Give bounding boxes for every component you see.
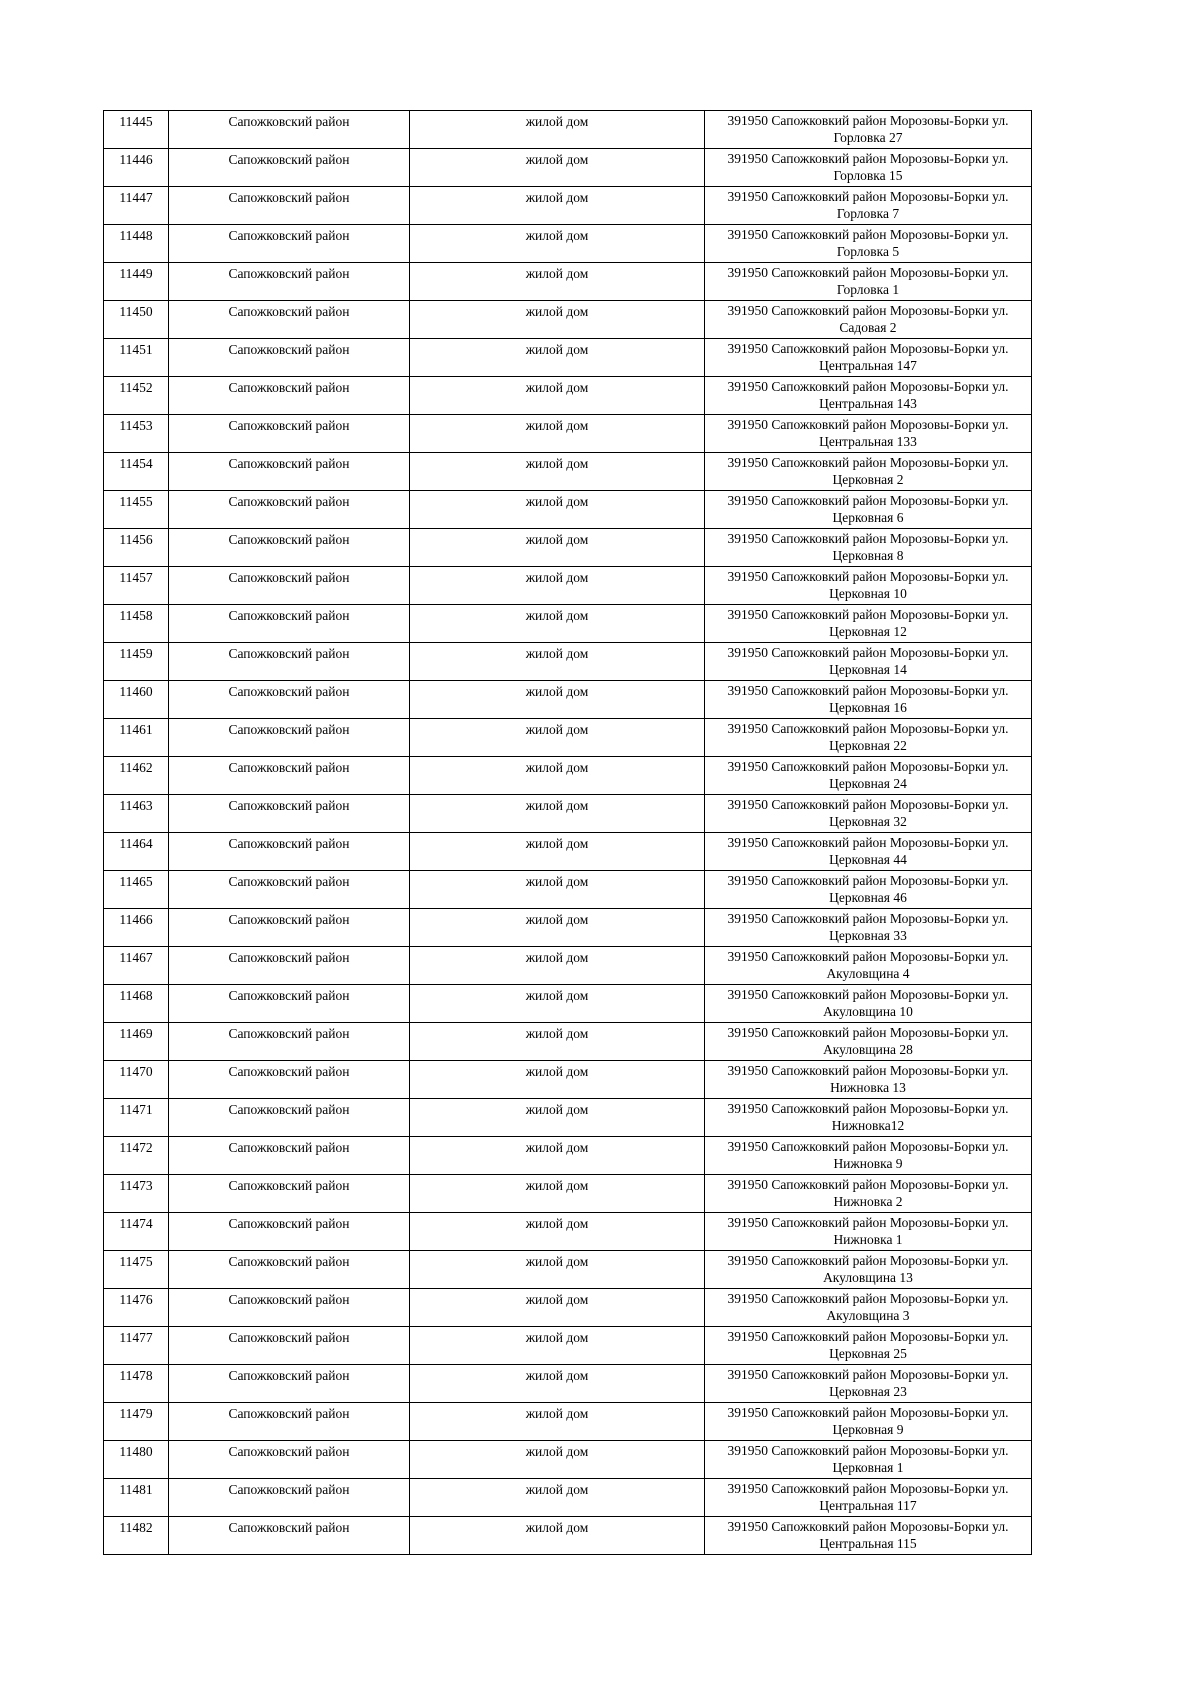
object-type-cell: жилой дом [410, 833, 705, 871]
records-table [103, 110, 1032, 1555]
address-line-2: Нижновка 9 [833, 1156, 903, 1171]
address-cell [705, 947, 1032, 985]
record-number: 11466 [104, 909, 169, 947]
address-cell [705, 871, 1032, 909]
district-cell: Сапожковский район [169, 871, 410, 909]
address-cell [705, 1327, 1032, 1365]
table-row [104, 377, 1032, 415]
district-cell: Сапожковский район [169, 1327, 410, 1365]
object-type-cell: жилой дом [410, 795, 705, 833]
object-type-cell: жилой дом [410, 491, 705, 529]
address-line-1: 391950 Сапожковкий район Морозовы-Борки ул. [727, 303, 1009, 318]
record-number: 11470 [104, 1061, 169, 1099]
table-row [104, 1175, 1032, 1213]
object-type-cell: жилой дом [410, 263, 705, 301]
district-cell: Сапожковский район [169, 415, 410, 453]
record-number: 11445 [104, 111, 169, 149]
record-number: 11473 [104, 1175, 169, 1213]
address-line-1: 391950 Сапожковкий район Морозовы-Борки ул. [727, 835, 1009, 850]
district-cell: Сапожковский район [169, 909, 410, 947]
address-line-1: 391950 Сапожковкий район Морозовы-Борки ул. [727, 1215, 1009, 1230]
address-line-2: Церковная 23 [829, 1384, 907, 1399]
table-row [104, 415, 1032, 453]
address-line-1: 391950 Сапожковкий район Морозовы-Борки ул. [727, 1367, 1009, 1382]
record-number: 11455 [104, 491, 169, 529]
address-line-2: Центральная 147 [819, 358, 917, 373]
table-row [104, 111, 1032, 149]
object-type-cell: жилой дом [410, 1099, 705, 1137]
table-row [104, 1251, 1032, 1289]
table-row [104, 1327, 1032, 1365]
address-line-1: 391950 Сапожковкий район Морозовы-Борки ул. [727, 721, 1009, 736]
address-line-1: 391950 Сапожковкий район Морозовы-Борки ул. [727, 569, 1009, 584]
district-cell: Сапожковский район [169, 1061, 410, 1099]
district-cell: Сапожковский район [169, 1213, 410, 1251]
object-type-cell: жилой дом [410, 1365, 705, 1403]
table-row [104, 681, 1032, 719]
address-line-2: Горловка 1 [836, 282, 900, 297]
address-cell [705, 757, 1032, 795]
district-cell: Сапожковский район [169, 1251, 410, 1289]
table-row [104, 301, 1032, 339]
address-cell [705, 1479, 1032, 1517]
address-line-2: Церковная 46 [829, 890, 907, 905]
address-cell [705, 263, 1032, 301]
address-cell [705, 985, 1032, 1023]
address-line-2: Горловка 27 [833, 130, 903, 145]
record-number: 11477 [104, 1327, 169, 1365]
district-cell: Сапожковский район [169, 1023, 410, 1061]
address-line-1: 391950 Сапожковкий район Морозовы-Борки ул. [727, 151, 1009, 166]
district-cell: Сапожковский район [169, 1099, 410, 1137]
table-row [104, 757, 1032, 795]
district-cell: Сапожковский район [169, 985, 410, 1023]
record-number: 11449 [104, 263, 169, 301]
object-type-cell: жилой дом [410, 453, 705, 491]
address-line-1: 391950 Сапожковкий район Морозовы-Борки ул. [727, 1443, 1009, 1458]
address-cell [705, 1365, 1032, 1403]
address-line-2: Церковная 24 [829, 776, 907, 791]
address-line-1: 391950 Сапожковкий район Морозовы-Борки ул. [727, 797, 1009, 812]
record-number: 11471 [104, 1099, 169, 1137]
address-cell [705, 1441, 1032, 1479]
district-cell: Сапожковский район [169, 833, 410, 871]
record-number: 11478 [104, 1365, 169, 1403]
address-cell [705, 1403, 1032, 1441]
address-cell [705, 415, 1032, 453]
address-line-1: 391950 Сапожковкий район Морозовы-Борки ул. [727, 1101, 1009, 1116]
address-line-1: 391950 Сапожковкий район Морозовы-Борки ул. [727, 987, 1009, 1002]
address-line-2: Горловка 15 [833, 168, 903, 183]
object-type-cell: жилой дом [410, 757, 705, 795]
object-type-cell: жилой дом [410, 225, 705, 263]
object-type-cell: жилой дом [410, 985, 705, 1023]
object-type-cell: жилой дом [410, 643, 705, 681]
address-cell [705, 1517, 1032, 1555]
record-number: 11451 [104, 339, 169, 377]
address-line-2: Церковная 25 [829, 1346, 907, 1361]
address-line-1: 391950 Сапожковкий район Морозовы-Борки ул. [727, 1177, 1009, 1192]
address-line-2: Церковная 44 [829, 852, 907, 867]
address-cell [705, 1251, 1032, 1289]
address-cell [705, 529, 1032, 567]
record-number: 11476 [104, 1289, 169, 1327]
table-row [104, 719, 1032, 757]
object-type-cell: жилой дом [410, 1403, 705, 1441]
address-cell [705, 795, 1032, 833]
record-number: 11462 [104, 757, 169, 795]
district-cell: Сапожковский район [169, 301, 410, 339]
district-cell: Сапожковский район [169, 149, 410, 187]
district-cell: Сапожковский район [169, 263, 410, 301]
district-cell: Сапожковский район [169, 1137, 410, 1175]
table-row [104, 1365, 1032, 1403]
address-line-1: 391950 Сапожковкий район Морозовы-Борки ул. [727, 379, 1009, 394]
address-line-2: Акуловщина 4 [826, 966, 910, 981]
address-line-1: 391950 Сапожковкий район Морозовы-Борки ул. [727, 417, 1009, 432]
object-type-cell: жилой дом [410, 149, 705, 187]
object-type-cell: жилой дом [410, 415, 705, 453]
table-row [104, 833, 1032, 871]
address-line-2: Акуловщина 28 [823, 1042, 913, 1057]
address-line-2: Церковная 1 [832, 1460, 904, 1475]
address-line-2: Церковная 8 [832, 548, 904, 563]
table-row [104, 1289, 1032, 1327]
address-line-2: Церковная 14 [829, 662, 907, 677]
address-cell [705, 681, 1032, 719]
table-row [104, 1137, 1032, 1175]
object-type-cell: жилой дом [410, 529, 705, 567]
record-number: 11474 [104, 1213, 169, 1251]
address-line-1: 391950 Сапожковкий район Морозовы-Борки ул. [727, 227, 1009, 242]
table-row [104, 795, 1032, 833]
address-line-1: 391950 Сапожковкий район Морозовы-Борки ул. [727, 607, 1009, 622]
address-line-2: Садовая 2 [839, 320, 897, 335]
object-type-cell: жилой дом [410, 301, 705, 339]
address-cell [705, 301, 1032, 339]
address-line-1: 391950 Сапожковкий район Морозовы-Борки ул. [727, 683, 1009, 698]
record-number: 11480 [104, 1441, 169, 1479]
district-cell: Сапожковский район [169, 757, 410, 795]
object-type-cell: жилой дом [410, 1517, 705, 1555]
object-type-cell: жилой дом [410, 947, 705, 985]
address-line-1: 391950 Сапожковкий район Морозовы-Борки ул. [727, 1139, 1009, 1154]
table-row [104, 985, 1032, 1023]
address-line-2: Горловка 5 [836, 244, 900, 259]
table-row [104, 1213, 1032, 1251]
address-line-1: 391950 Сапожковкий район Морозовы-Борки ул. [727, 1291, 1009, 1306]
address-line-1: 391950 Сапожковкий район Морозовы-Борки ул. [727, 645, 1009, 660]
address-line-1: 391950 Сапожковкий район Морозовы-Борки ул. [727, 189, 1009, 204]
record-number: 11463 [104, 795, 169, 833]
table-row [104, 149, 1032, 187]
district-cell: Сапожковский район [169, 719, 410, 757]
address-line-2: Церковная 10 [829, 586, 907, 601]
address-line-2: Акуловщина 13 [823, 1270, 913, 1285]
address-cell [705, 1137, 1032, 1175]
object-type-cell: жилой дом [410, 1213, 705, 1251]
table-row [104, 1403, 1032, 1441]
district-cell: Сапожковский район [169, 1517, 410, 1555]
address-cell [705, 149, 1032, 187]
address-line-2: Церковная 9 [832, 1422, 904, 1437]
object-type-cell: жилой дом [410, 719, 705, 757]
table-row [104, 1099, 1032, 1137]
table-row [104, 529, 1032, 567]
address-line-1: 391950 Сапожковкий район Морозовы-Борки ул. [727, 759, 1009, 774]
table-row [104, 1023, 1032, 1061]
address-line-2: Акуловщина 10 [823, 1004, 913, 1019]
address-line-2: Центральная 133 [819, 434, 917, 449]
object-type-cell: жилой дом [410, 1061, 705, 1099]
address-cell [705, 1213, 1032, 1251]
address-line-2: Церковная 32 [829, 814, 907, 829]
address-line-2: Нижновка 2 [833, 1194, 903, 1209]
object-type-cell: жилой дом [410, 567, 705, 605]
record-number: 11459 [104, 643, 169, 681]
address-cell [705, 605, 1032, 643]
record-number: 11465 [104, 871, 169, 909]
address-line-2: Центральная 143 [819, 396, 917, 411]
table-row [104, 225, 1032, 263]
address-cell [705, 643, 1032, 681]
record-number: 11469 [104, 1023, 169, 1061]
record-number: 11457 [104, 567, 169, 605]
object-type-cell: жилой дом [410, 1479, 705, 1517]
table-row [104, 453, 1032, 491]
address-line-1: 391950 Сапожковкий район Морозовы-Борки ул. [727, 949, 1009, 964]
record-number: 11472 [104, 1137, 169, 1175]
table-row [104, 909, 1032, 947]
district-cell: Сапожковский район [169, 567, 410, 605]
record-number: 11447 [104, 187, 169, 225]
record-number: 11446 [104, 149, 169, 187]
address-line-2: Церковная 16 [829, 700, 907, 715]
address-cell [705, 833, 1032, 871]
record-number: 11454 [104, 453, 169, 491]
address-line-2: Горловка 7 [836, 206, 900, 221]
address-cell [705, 377, 1032, 415]
record-number: 11481 [104, 1479, 169, 1517]
district-cell: Сапожковский район [169, 1403, 410, 1441]
table-row [104, 187, 1032, 225]
address-line-2: Нижновка 13 [830, 1080, 906, 1095]
address-line-2: Центральная 115 [819, 1536, 917, 1551]
address-line-1: 391950 Сапожковкий район Морозовы-Борки ул. [727, 1329, 1009, 1344]
district-cell: Сапожковский район [169, 187, 410, 225]
record-number: 11482 [104, 1517, 169, 1555]
object-type-cell: жилой дом [410, 871, 705, 909]
record-number: 11475 [104, 1251, 169, 1289]
address-line-1: 391950 Сапожковкий район Морозовы-Борки ул. [727, 1405, 1009, 1420]
district-cell: Сапожковский район [169, 1175, 410, 1213]
object-type-cell: жилой дом [410, 1137, 705, 1175]
address-line-1: 391950 Сапожковкий район Морозовы-Борки ул. [727, 911, 1009, 926]
record-number: 11450 [104, 301, 169, 339]
address-cell [705, 225, 1032, 263]
district-cell: Сапожковский район [169, 605, 410, 643]
table-body [104, 111, 1032, 1555]
district-cell: Сапожковский район [169, 1289, 410, 1327]
address-cell [705, 719, 1032, 757]
table-row [104, 871, 1032, 909]
district-cell: Сапожковский район [169, 339, 410, 377]
address-cell [705, 453, 1032, 491]
district-cell: Сапожковский район [169, 529, 410, 567]
address-line-1: 391950 Сапожковкий район Морозовы-Борки ул. [727, 873, 1009, 888]
district-cell: Сапожковский район [169, 1365, 410, 1403]
address-line-2: Церковная 12 [829, 624, 907, 639]
record-number: 11453 [104, 415, 169, 453]
record-number: 11479 [104, 1403, 169, 1441]
address-cell [705, 111, 1032, 149]
table-row [104, 567, 1032, 605]
district-cell: Сапожковский район [169, 1441, 410, 1479]
address-line-1: 391950 Сапожковкий район Морозовы-Борки ул. [727, 455, 1009, 470]
table-row [104, 491, 1032, 529]
address-line-2: Нижновка 1 [833, 1232, 903, 1247]
table-row [104, 1061, 1032, 1099]
record-number: 11461 [104, 719, 169, 757]
district-cell: Сапожковский район [169, 795, 410, 833]
district-cell: Сапожковский район [169, 947, 410, 985]
record-number: 11452 [104, 377, 169, 415]
address-line-1: 391950 Сапожковкий район Морозовы-Борки ул. [727, 1519, 1009, 1534]
address-line-2: Акуловщина 3 [826, 1308, 910, 1323]
table-row [104, 947, 1032, 985]
district-cell: Сапожковский район [169, 225, 410, 263]
record-number: 11460 [104, 681, 169, 719]
table-row [104, 1441, 1032, 1479]
address-line-1: 391950 Сапожковкий район Морозовы-Борки ул. [727, 531, 1009, 546]
address-line-1: 391950 Сапожковкий район Морозовы-Борки ул. [727, 1481, 1009, 1496]
address-line-2: Церковная 33 [829, 928, 907, 943]
address-line-1: 391950 Сапожковкий район Морозовы-Борки ул. [727, 113, 1009, 128]
record-number: 11464 [104, 833, 169, 871]
object-type-cell: жилой дом [410, 339, 705, 377]
table-row [104, 1479, 1032, 1517]
district-cell: Сапожковский район [169, 111, 410, 149]
table-row [104, 263, 1032, 301]
address-cell [705, 491, 1032, 529]
record-number: 11448 [104, 225, 169, 263]
address-cell [705, 567, 1032, 605]
address-line-2: Нижновка12 [831, 1118, 905, 1133]
address-cell [705, 1023, 1032, 1061]
object-type-cell: жилой дом [410, 1327, 705, 1365]
address-line-1: 391950 Сапожковкий район Морозовы-Борки ул. [727, 1025, 1009, 1040]
address-line-2: Центральная 117 [819, 1498, 917, 1513]
object-type-cell: жилой дом [410, 681, 705, 719]
table-row [104, 1517, 1032, 1555]
object-type-cell: жилой дом [410, 1175, 705, 1213]
address-line-2: Церковная 6 [832, 510, 904, 525]
object-type-cell: жилой дом [410, 187, 705, 225]
district-cell: Сапожковский район [169, 491, 410, 529]
district-cell: Сапожковский район [169, 1479, 410, 1517]
district-cell: Сапожковский район [169, 681, 410, 719]
object-type-cell: жилой дом [410, 111, 705, 149]
address-line-1: 391950 Сапожковкий район Морозовы-Борки ул. [727, 1253, 1009, 1268]
object-type-cell: жилой дом [410, 1441, 705, 1479]
object-type-cell: жилой дом [410, 1289, 705, 1327]
address-cell [705, 339, 1032, 377]
table-row [104, 339, 1032, 377]
object-type-cell: жилой дом [410, 909, 705, 947]
district-cell: Сапожковский район [169, 377, 410, 415]
object-type-cell: жилой дом [410, 1251, 705, 1289]
record-number: 11467 [104, 947, 169, 985]
object-type-cell: жилой дом [410, 1023, 705, 1061]
table-row [104, 605, 1032, 643]
address-cell [705, 909, 1032, 947]
address-line-1: 391950 Сапожковкий район Морозовы-Борки ул. [727, 265, 1009, 280]
record-number: 11458 [104, 605, 169, 643]
address-cell [705, 187, 1032, 225]
address-line-1: 391950 Сапожковкий район Морозовы-Борки ул. [727, 1063, 1009, 1078]
address-line-1: 391950 Сапожковкий район Морозовы-Борки ул. [727, 493, 1009, 508]
address-cell [705, 1099, 1032, 1137]
district-cell: Сапожковский район [169, 453, 410, 491]
address-cell [705, 1289, 1032, 1327]
object-type-cell: жилой дом [410, 605, 705, 643]
address-line-2: Церковная 2 [832, 472, 904, 487]
address-line-2: Церковная 22 [829, 738, 907, 753]
district-cell: Сапожковский район [169, 643, 410, 681]
object-type-cell: жилой дом [410, 377, 705, 415]
record-number: 11456 [104, 529, 169, 567]
address-line-1: 391950 Сапожковкий район Морозовы-Борки ул. [727, 341, 1009, 356]
address-cell [705, 1175, 1032, 1213]
table-row [104, 643, 1032, 681]
record-number: 11468 [104, 985, 169, 1023]
address-cell [705, 1061, 1032, 1099]
